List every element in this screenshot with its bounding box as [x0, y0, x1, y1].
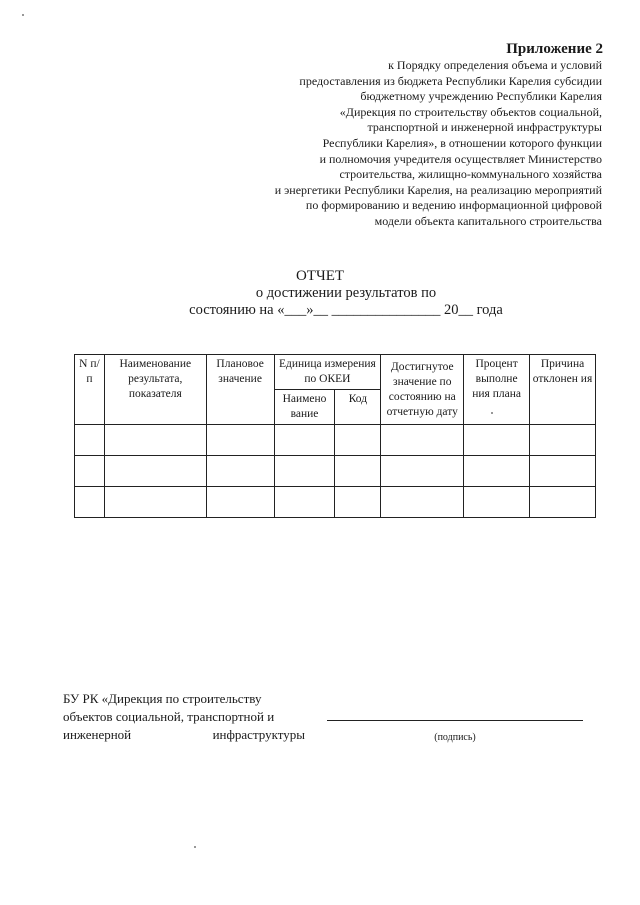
table-cell [530, 487, 596, 518]
appendix-line: «Дирекция по строительству объектов социальной, [339, 104, 602, 119]
table-cell [75, 425, 105, 456]
appendix-line: строительства, жилищно-коммунального хозяйства [339, 167, 602, 182]
header-deviation-reason: Причина отклонен ия [530, 355, 596, 425]
organization-line: объектов социальной, транспортной и [63, 709, 275, 724]
organization-line [63, 726, 305, 744]
table-cell [75, 487, 105, 518]
table-cell [274, 425, 335, 456]
appendix-line: и полномочия учредителя осуществляет Министерство [319, 151, 602, 166]
results-table [74, 354, 596, 518]
table-cell [104, 425, 206, 456]
scan-speck [22, 14, 24, 16]
report-title: ОТЧЕТ [295, 268, 345, 284]
header-number: N п/п [75, 355, 105, 425]
organization-name [63, 690, 305, 744]
table-cell [206, 456, 274, 487]
organization-line: БУ РК «Дирекция по строительству [63, 691, 262, 706]
organization-word: инфраструктуры [212, 727, 305, 742]
report-heading [0, 268, 640, 319]
appendix-line: транспортной и инженерной инфраструктуры [367, 120, 602, 135]
report-subtitle: о достижении результатов по [255, 285, 437, 301]
header-planned-value: Плановое значение [206, 355, 274, 425]
header-unit-name: Наимено вание [274, 390, 335, 425]
scan-speck [491, 412, 493, 414]
table-cell [464, 456, 530, 487]
appendix-line: предоставления из бюджета Республики Карелия субсидии [299, 73, 602, 88]
table-cell [464, 487, 530, 518]
appendix-line: к Порядку определения объема и условий [388, 58, 602, 72]
organization-word: инженерной [63, 727, 132, 742]
appendix-line: и энергетики Республики Карелия, на реализацию мероприятий [274, 182, 602, 197]
table-cell [381, 487, 464, 518]
header-unit-code: Код [335, 390, 381, 425]
table-cell [464, 425, 530, 456]
report-date-line: состоянию на «___»__ _______________ 20__ года [189, 302, 503, 318]
table-row [75, 456, 596, 487]
table-cell [274, 487, 335, 518]
appendix-reference [202, 58, 602, 230]
table-cell [335, 425, 381, 456]
table-row [75, 487, 596, 518]
header-achieved-value: Достигнутое значение по состоянию на отчетную дату [381, 355, 464, 425]
table-cell [381, 456, 464, 487]
appendix-line: бюджетному учреждению Республики Карелия [360, 89, 602, 104]
header-percent: Процент выполне ния плана [464, 355, 530, 425]
table-cell [530, 456, 596, 487]
table-cell [206, 425, 274, 456]
table-cell [206, 487, 274, 518]
table-cell [274, 456, 335, 487]
appendix-line: модели объекта капитального строительства [374, 213, 602, 228]
table-cell [381, 425, 464, 456]
header-result-name: Наименование результата, показателя [104, 355, 206, 425]
table-cell [104, 487, 206, 518]
appendix-line: Республики Карелия», в отношении которого функции [322, 135, 602, 150]
scan-speck [194, 846, 196, 848]
signature-line [327, 720, 583, 721]
table-cell [335, 487, 381, 518]
signature-caption: (подпись) [434, 732, 476, 743]
appendix-line: по формированию и ведению информационной цифровой [305, 198, 602, 213]
header-unit: Единица измерения по ОКЕИ [274, 355, 381, 390]
appendix-title: Приложение 2 [506, 41, 603, 57]
table-row [75, 425, 596, 456]
table-cell [75, 456, 105, 487]
table-cell [530, 425, 596, 456]
table-cell [335, 456, 381, 487]
table-cell [104, 456, 206, 487]
